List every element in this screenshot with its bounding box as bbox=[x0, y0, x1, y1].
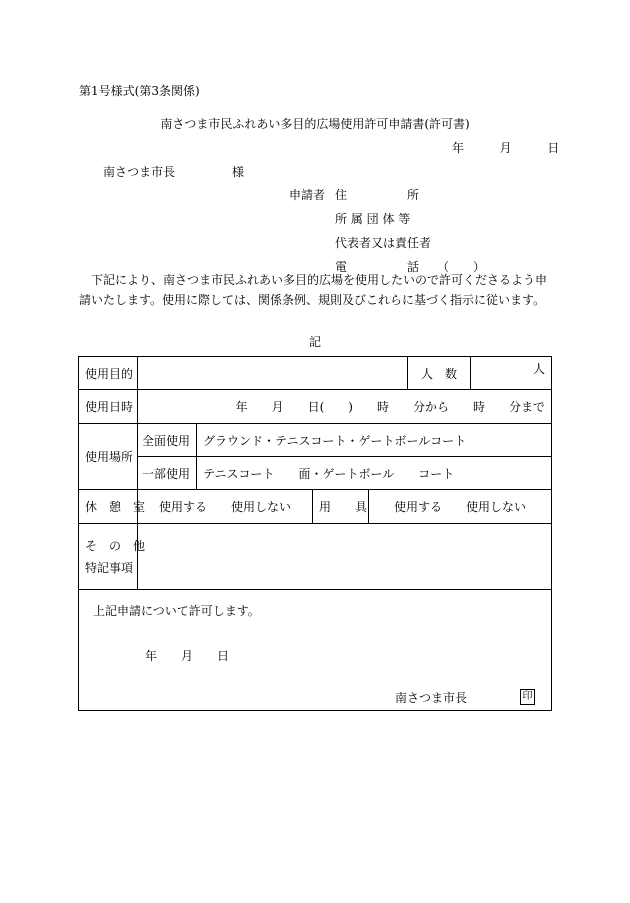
purpose-field[interactable] bbox=[138, 357, 408, 390]
applicant-phone: 電 話 （ ） bbox=[335, 260, 486, 274]
equipment-field[interactable]: 使用する 使用しない bbox=[369, 490, 552, 524]
row-rest-equipment bbox=[79, 490, 552, 524]
full-use-field[interactable]: グラウンド・テニスコート・ゲートボールコート bbox=[197, 424, 552, 457]
other-label-line-1: そ の 他 bbox=[85, 538, 146, 553]
row-partial-use bbox=[79, 457, 552, 490]
row-purpose bbox=[79, 357, 552, 390]
partial-use-label: 一部使用 bbox=[138, 457, 197, 490]
addressee-name: 南さつま市長 bbox=[103, 165, 176, 179]
people-field[interactable] bbox=[471, 357, 552, 390]
applicant-organization: 所 属 団 体 等 bbox=[335, 212, 411, 226]
ki-heading: 記 bbox=[308, 335, 321, 349]
other-label bbox=[79, 524, 146, 590]
permit-section bbox=[79, 590, 552, 711]
rest-room-label: 休 憩 室 bbox=[79, 490, 138, 524]
row-datetime bbox=[79, 390, 552, 424]
row-full-use bbox=[79, 424, 552, 457]
datetime-field[interactable]: 年 月 日( ) 時 分から 時 分まで bbox=[138, 390, 552, 424]
people-label: 人 数 bbox=[408, 357, 471, 390]
date-year: 年 bbox=[452, 141, 465, 155]
document-title: 南さつま市民ふれあい多目的広場使用許可申請書(許可書) bbox=[160, 117, 470, 131]
applicant-representative: 代表者又は責任者 bbox=[335, 236, 432, 250]
date-month: 月 bbox=[499, 141, 512, 155]
permit-seal bbox=[520, 688, 535, 705]
other-label-line-2: 特記事項 bbox=[85, 560, 134, 575]
place-label: 使用場所 bbox=[79, 424, 138, 490]
application-date bbox=[452, 139, 559, 156]
application-table bbox=[78, 356, 552, 711]
permit-date: 年 月 日 bbox=[145, 649, 230, 663]
full-use-label: 全面使用 bbox=[138, 424, 197, 457]
permit-signer: 南さつま市長 bbox=[395, 691, 468, 705]
people-unit: 人 bbox=[532, 362, 545, 376]
row-other bbox=[79, 524, 552, 590]
equipment-label: 用 具 bbox=[313, 490, 369, 524]
addressee-honorific: 様 bbox=[232, 165, 245, 179]
rest-room-field[interactable]: 使用する 使用しない bbox=[138, 490, 313, 524]
date-day: 日 bbox=[547, 141, 560, 155]
partial-use-field[interactable]: テニスコート 面・ゲートボール コート bbox=[197, 457, 552, 490]
applicant-label: 申請者 bbox=[289, 188, 326, 202]
seal-mark: 印 bbox=[520, 689, 535, 705]
datetime-label: 使用日時 bbox=[79, 390, 138, 424]
form-number: 第1号様式(第3条関係) bbox=[79, 84, 200, 98]
intro-paragraph: 下記により、南さつま市民ふれあい多目的広場を使用したいので許可くださるよう申請いたします。使用に際しては、関係条例、規則及びこれらに基づく指示に従います。 bbox=[79, 273, 548, 307]
other-field[interactable] bbox=[138, 524, 552, 590]
permit-text: 上記申請について許可します。 bbox=[93, 604, 260, 618]
applicant-address: 住 所 bbox=[335, 188, 420, 202]
purpose-label: 使用目的 bbox=[79, 357, 138, 390]
row-permit bbox=[79, 590, 552, 711]
